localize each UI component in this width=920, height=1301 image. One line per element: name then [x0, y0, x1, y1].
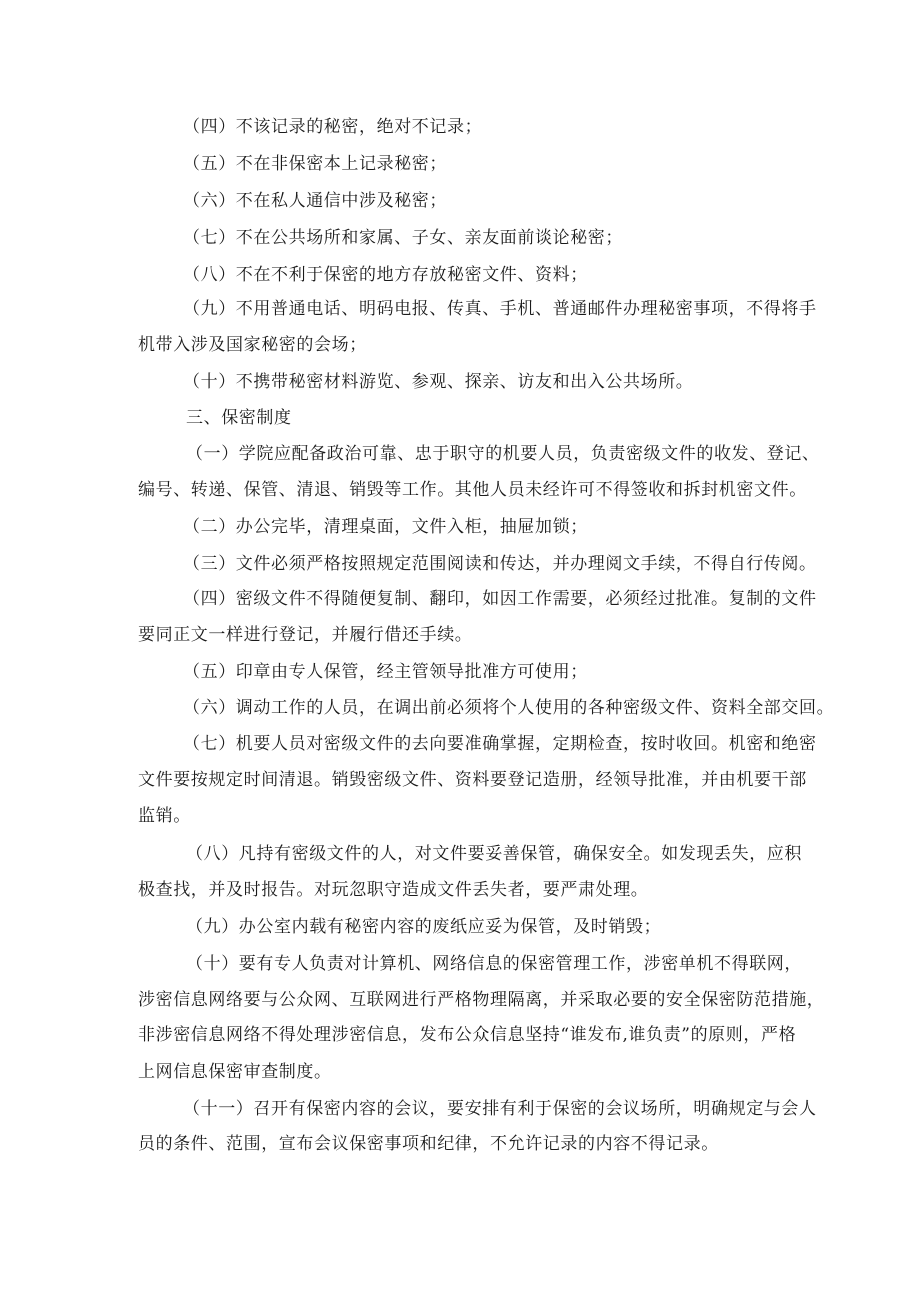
text-line: （二）办公完毕，清理桌面，文件入柜，抽屉加锁； — [183, 517, 588, 537]
text-line: （十）不携带秘密材料游览、参观、探亲、访友和出入公共场所。 — [183, 372, 694, 392]
text-line: （十一）召开有保密内容的会议，要安排有利于保密的会议场所，明确规定与会人 — [183, 1099, 817, 1119]
text-line: （九）办公室内载有秘密内容的废纸应妥为保管，及时销毁； — [186, 917, 662, 937]
text-line: （三）文件必须严格按照规定范围阅读和传达，并办理阅文手续，不得自行传阅。 — [183, 554, 817, 574]
text-line: （五）不在非保密本上记录秘密； — [183, 154, 447, 174]
text-line: （七）不在公共场所和家属、子女、亲友面前谈论秘密； — [183, 228, 623, 248]
text-line: 监销。 — [138, 806, 191, 826]
text-line: （十）要有专人负责对计算机、网络信息的保密管理工作，涉密单机不得联网， — [186, 954, 802, 974]
text-line: （九）不用普通电话、明码电报、传真、手机、普通邮件办理秘密事项，不得将手 — [183, 299, 817, 319]
section-heading: 三、保密制度 — [186, 408, 292, 428]
text-line: 要同正文一样进行登记，并履行借还手续。 — [138, 625, 473, 645]
text-line: 员的条件、范围，宣布会议保密事项和纪律，不允许记录的内容不得记录。 — [138, 1134, 719, 1154]
text-line: 上网信息保密审查制度。 — [138, 1062, 332, 1082]
text-line: （八）不在不利于保密的地方存放秘密文件、资料； — [183, 265, 588, 285]
text-line: 极查找，并及时报告。对玩忽职守造成文件丢失者，要严肃处理。 — [138, 880, 649, 900]
text-line: （六）调动工作的人员，在调出前必须将个人使用的各种密级文件、资料全部交回。 — [183, 698, 835, 718]
text-line: （四）密级文件不得随便复制、翻印，如因工作需要，必须经过批准。复制的文件 — [183, 589, 817, 609]
text-line: （八）凡持有密级文件的人，对文件要妥善保管，确保安全。如发现丢失，应积 — [186, 844, 802, 864]
text-line: （六）不在私人通信中涉及秘密； — [183, 191, 447, 211]
text-line: 编号、转递、保管、清退、销毁等工作。其他人员未经许可不得签收和拆封机密文件。 — [138, 480, 807, 500]
text-line: 非涉密信息网络不得处理涉密信息，发布公众信息坚持“谁发布,谁负责”的原则，严格 — [138, 1025, 797, 1045]
text-line: （四）不该记录的秘密，绝对不记录； — [183, 117, 483, 137]
text-line: （五）印章由专人保管，经主管领导批准方可使用； — [183, 662, 588, 682]
text-line: （一）学院应配备政治可靠、忠于职守的机要人员，负责密级文件的收发、登记、 — [186, 444, 820, 464]
text-line: （七）机要人员对密级文件的去向要准确掌握，定期检查，按时收回。机密和绝密 — [183, 734, 817, 754]
text-line: 机带入涉及国家秘密的会场； — [138, 335, 367, 355]
text-line: 文件要按规定时间清退。销毁密级文件、资料要登记造册，经领导批准，并由机要干部 — [138, 770, 807, 790]
text-line: 涉密信息网络要与公众网、互联网进行严格物理隔离，并采取必要的安全保密防范措施， — [138, 990, 825, 1010]
